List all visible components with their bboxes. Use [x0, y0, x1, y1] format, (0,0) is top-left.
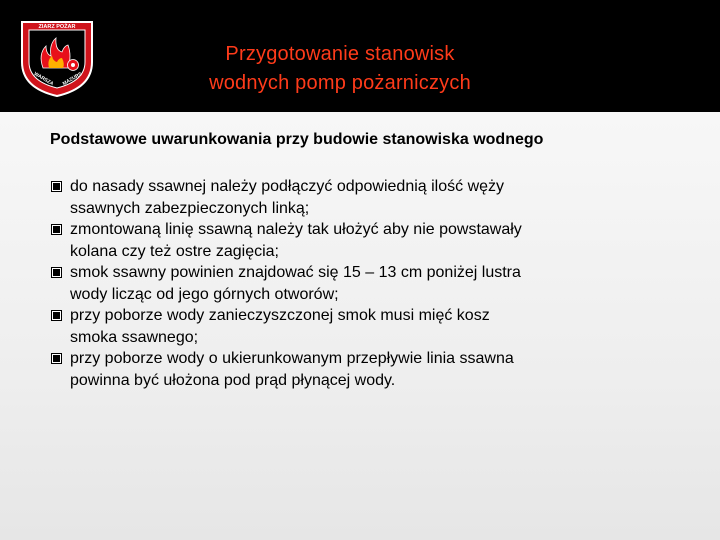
logo-bottom-left-text: WARSZA [32, 71, 55, 88]
bullet-line: smok ssawny powinien znajdować się 15 – 13 cm poniżej lustra [70, 264, 521, 281]
bullet-line: wody licząc od jego górnych otworów; [70, 285, 339, 303]
slide-header [0, 0, 720, 112]
bullet-item [50, 348, 650, 391]
bullet-item [50, 176, 650, 219]
slide-title [120, 40, 560, 98]
bullet-item [50, 305, 650, 348]
slide-title-line1: Przygotowanie stanowisk [225, 43, 455, 65]
slide-title-line2: wodnych pomp pożarniczych [209, 72, 471, 94]
checkbox-bullet-icon [51, 310, 62, 321]
bullet-item [50, 219, 650, 262]
checkbox-bullet-icon [51, 353, 62, 364]
bullet-line: smoka ssawnego; [70, 328, 199, 346]
bullet-line: powinna być ułożona pod prąd płynącej wody. [70, 371, 396, 389]
bullet-line: przy poborze wody zanieczyszczonej smok musi mięć kosz [70, 307, 490, 324]
checkbox-bullet-icon [51, 224, 62, 235]
bullet-list [50, 176, 650, 391]
slide-subheading: Podstawowe uwarunkowania przy budowie stanowiska wodnego [50, 131, 544, 148]
logo-top-text: ZIARZ POŻAR [38, 24, 76, 30]
bullet-line: do nasady ssawnej należy podłączyć odpowiednią ilość węży [70, 178, 505, 195]
fire-brigade-logo [18, 18, 96, 98]
checkbox-bullet-icon [51, 181, 62, 192]
bullet-item [50, 262, 650, 305]
logo-bottom-right-text: MAZURS [61, 71, 84, 88]
checkbox-bullet-icon [51, 267, 62, 278]
bullet-line: zmontowaną linię ssawną należy tak ułożyć aby nie powstawały [70, 221, 522, 238]
bullet-line: kolana czy też ostre zagięcia; [70, 242, 279, 260]
bullet-line: ssawnych zabezpieczonych linką; [70, 199, 310, 217]
bullet-line: przy poborze wody o ukierunkowanym przepływie linia ssawna [70, 350, 514, 367]
